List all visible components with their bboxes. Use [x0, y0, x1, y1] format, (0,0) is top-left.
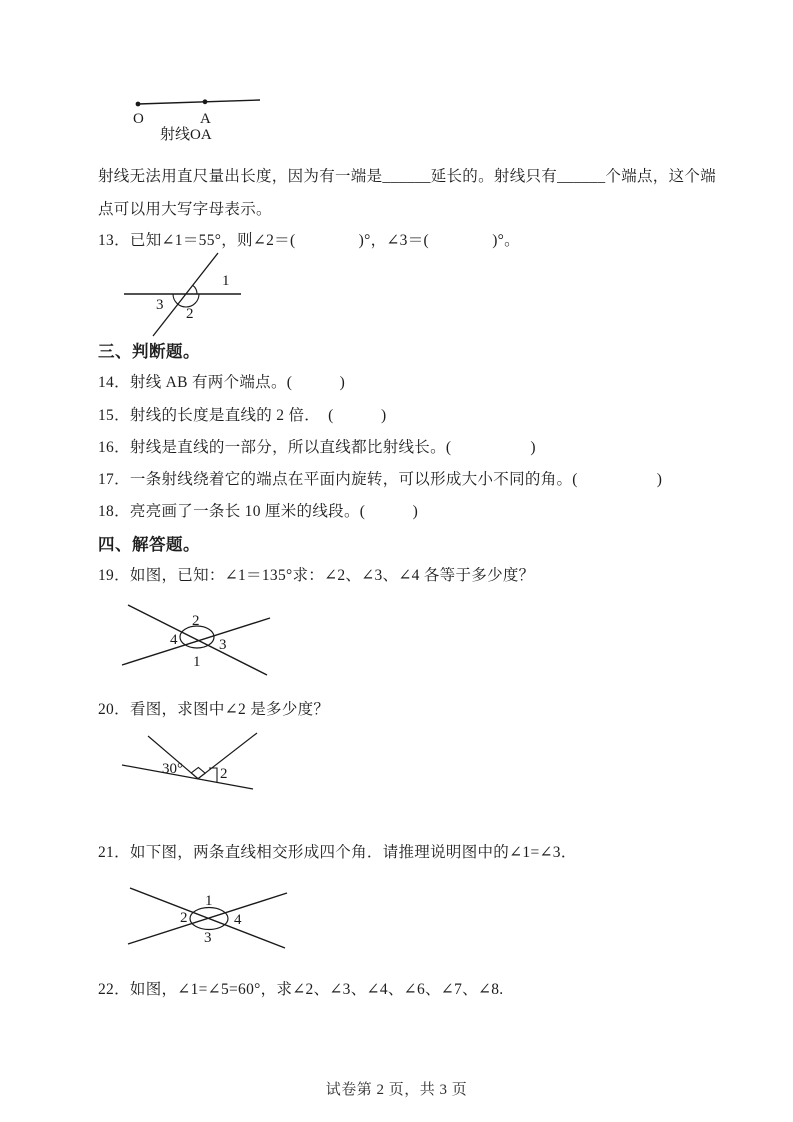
page-footer: 试卷第 2 页，共 3 页	[325, 1082, 468, 1098]
ray-oa-figure	[120, 90, 305, 142]
figure-q21	[123, 884, 295, 962]
angle-2-label: 2	[186, 306, 194, 322]
ray-line	[138, 100, 260, 104]
ray-up-right	[198, 733, 257, 779]
question-16: 16．射线是直线的一部分，所以直线都比射线长。( )	[98, 439, 536, 456]
angle-4-label: 4	[234, 912, 242, 928]
question-22: 22．如图，∠1=∠5=60°，求∠2、∠3、∠4、∠6、∠7、∠8.	[98, 981, 504, 998]
base-line	[122, 765, 253, 789]
section-judge-title: 三、判断题。	[98, 342, 200, 361]
question-20: 20．看图，求图中∠2 是多少度？	[98, 701, 330, 718]
angle-2-label: 2	[180, 910, 188, 926]
angle-1-label: 1	[205, 893, 213, 909]
angle-3-label: 3	[204, 930, 212, 946]
angle-1-label: 1	[222, 273, 230, 289]
question-19: 19．如图，已知：∠1＝135°求：∠2、∠3、∠4 各等于多少度？	[98, 567, 535, 584]
angle-2-label: 2	[220, 766, 228, 782]
point-a-dot	[203, 99, 208, 104]
right-angle-marker	[191, 767, 205, 778]
question-21: 21．如下图，两条直线相交形成四个角．请推理说明图中的∠1=∠3．	[98, 844, 577, 861]
question-15: 15．射线的长度是直线的 2 倍． ( )	[98, 407, 387, 424]
point-o-dot	[136, 102, 141, 107]
figure-q19	[116, 598, 284, 683]
angle-30-label: 30°	[162, 761, 183, 777]
angle-1-arc	[193, 285, 197, 294]
angle-2-label: 2	[192, 613, 200, 629]
point-a-label: A	[200, 111, 211, 127]
question-17: 17．一条射线绕着它的端点在平面内旋转，可以形成大小不同的角。( )	[98, 471, 663, 488]
angle-1-label: 1	[193, 654, 201, 670]
point-o-label: O	[133, 111, 144, 127]
fill-blank-line-1: 射线无法用直尺量出长度，因为有一端是______延长的。射线只有______个端点，这个端	[98, 168, 717, 185]
angle-4-label: 4	[170, 632, 178, 648]
angle-3-label: 3	[156, 297, 164, 313]
question-18: 18．亮亮画了一条长 10 厘米的线段。( )	[98, 503, 419, 520]
angle-3-label: 3	[219, 637, 227, 653]
question-13: 13．已知∠1＝55°，则∠2＝( )°，∠3＝( )°。	[98, 232, 520, 249]
section-solve-title: 四、解答题。	[98, 535, 200, 554]
fill-blank-line-2: 点可以用大写字母表示。	[98, 201, 272, 218]
figure-q20	[113, 727, 263, 799]
figure-q13	[118, 247, 253, 342]
ray-caption: 射线OA	[160, 127, 212, 142]
question-14: 14．射线 AB 有两个端点。( )	[98, 374, 346, 391]
